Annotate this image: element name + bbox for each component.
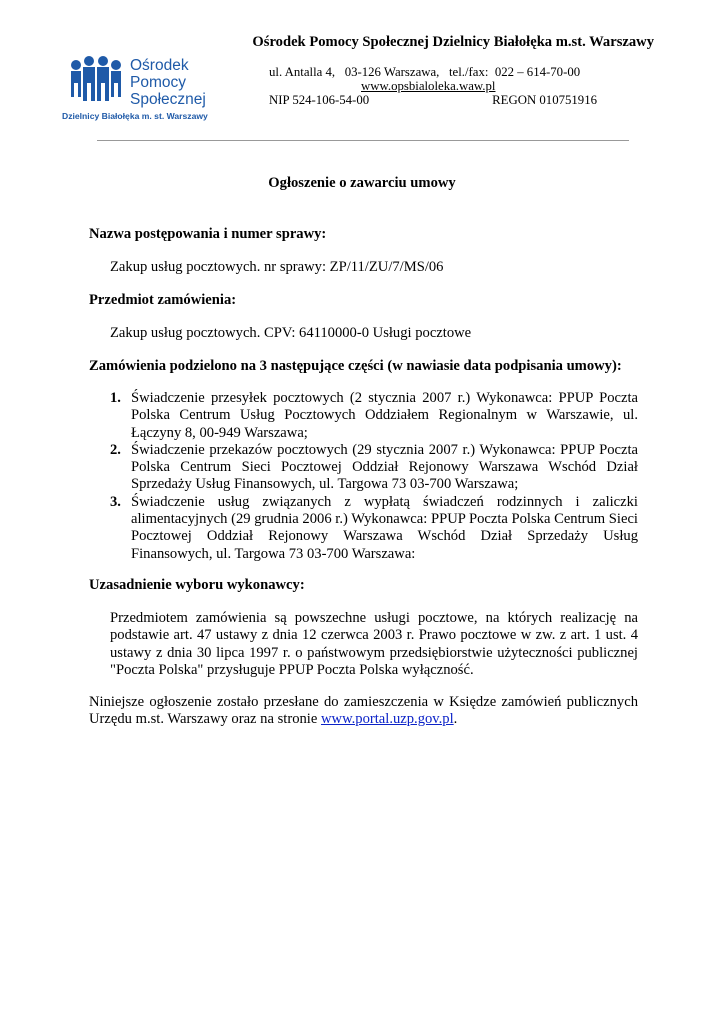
header-divider — [97, 140, 629, 141]
subject-text: Zakup usług pocztowych. CPV: 64110000-0 Usługi pocztowe — [110, 325, 472, 341]
list-item — [110, 390, 638, 442]
list-item-number: 1. — [110, 390, 121, 406]
list-item-text: Świadczenie usług związanych z wypłatą świadczeń rodzinnych i zaliczki alimentacyjnych (29 grudnia 2006 r.) Wykonawca: PPUP Poczta Polska Centrum Sieci Pocztowej Oddział Rejonowy Warszawa Wschód Dział Sprzedaży Usług Finansowych, ul. Targowa 73 03-700 Warszawa: — [131, 493, 638, 562]
section-heading-procedure: Nazwa postępowania i numer sprawy: — [89, 226, 327, 242]
regon-number: REGON 010751916 — [492, 93, 597, 107]
list-item-text: Świadczenie przekazów pocztowych (29 stycznia 2007 r.) Wykonawca: PPUP Poczta Polska Centrum Sieci Pocztowej Oddział Rejonowy Warszawa Wschód Dział Sprzedaży Usług Finansowych, ul. Targowa 73 03-700 Warszawa; — [131, 441, 638, 493]
closing-paragraph — [89, 694, 638, 729]
procedure-text: Zakup usług pocztowych. nr sprawy: ZP/11/ZU/7/MS/06 — [110, 259, 444, 275]
list-item — [110, 494, 638, 563]
closing-end: . — [453, 711, 458, 728]
logo-text-line-1: Ośrodek — [130, 57, 189, 74]
family-figures-icon — [68, 56, 132, 112]
list-item — [110, 442, 638, 494]
organization-address: ul. Antalla 4, 03-126 Warszawa, tel./fax: 022 – 614-70-00 — [269, 65, 581, 79]
section-heading-justification: Uzasadnienie wyboru wykonawcy: — [89, 577, 305, 593]
justification-text: Przedmiotem zamówienia są powszechne usługi pocztowe, na których realizację na podstawie art. 47 ustawy z dnia 12 czerwca 2003 r. Prawo pocztowe w zw. z art. 1 ust. 4 ustawy z dnia 30 lipca 1997 r. o państwowym przedsiębiorstwie użyteczności publicznej "Poczta Polska" przysługuje PPUP Poczta Polska wyłączność. — [110, 610, 638, 678]
logo-text-line-3: Społecznej — [130, 91, 206, 108]
organization-logo — [60, 52, 220, 124]
portal-link[interactable]: www.portal.uzp.gov.pl — [320, 711, 454, 728]
list-item-text: Świadczenie przesyłek pocztowych (2 stycznia 2007 r.) Wykonawca: PPUP Poczta Polska Centrum Usług Pocztowych Oddziałem Regionalnym w Warszawie, ul. Łączyny 8, 00-949 Warszawa; — [131, 390, 638, 441]
list-item-number: 2. — [110, 441, 121, 458]
section-heading-parts: Zamówienia podzielono na 3 następujące części (w nawiasie data podpisania umowy): — [89, 358, 622, 374]
closing-text: Niniejsze ogłoszenie zostało przesłane do zamieszczenia w Księdze zamówień publicznych Urzędu m.st. Warszawy oraz na stronie — [89, 694, 638, 728]
list-item-number: 3. — [110, 493, 121, 510]
parts-list — [110, 390, 638, 563]
logo-text-line-2: Pomocy — [130, 74, 186, 91]
logo-subtitle: Dzielnicy Białołęka m. st. Warszawy — [62, 111, 208, 121]
nip-number: NIP 524-106-54-00 — [269, 93, 370, 107]
document-title: Ogłoszenie o zawarciu umowy — [268, 175, 456, 191]
organization-title: Ośrodek Pomocy Społecznej Dzielnicy Białołęka m.st. Warszawy — [252, 34, 654, 50]
organization-website-link[interactable]: www.opsbialoleka.waw.pl — [361, 79, 496, 93]
section-heading-subject: Przedmiot zamówienia: — [89, 292, 237, 308]
